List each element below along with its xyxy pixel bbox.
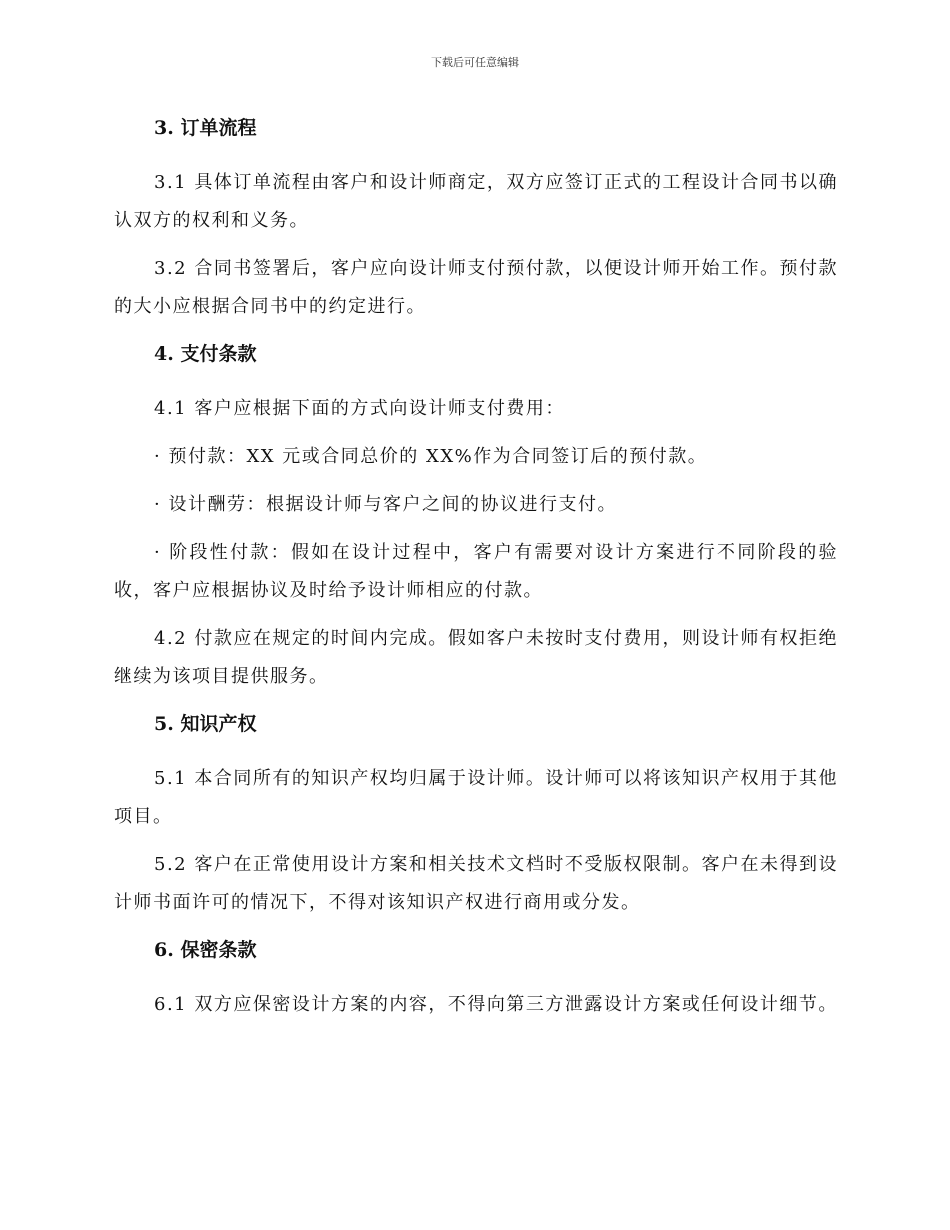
section-heading: 5. 知识产权 (154, 713, 257, 735)
page-header: 下载后可任意编辑 (431, 56, 519, 69)
paragraph: 3.2 合同书签署后，客户应向设计师支付预付款，以便设计师开始工作。预付款的大小应根据合同书中的约定进行。 (114, 258, 838, 317)
paragraph: 5.1 本合同所有的知识产权均归属于设计师。设计师可以将该知识产权用于其他项目。 (114, 768, 838, 827)
paragraph: 5.2 客户在正常使用设计方案和相关技术文档时不受版权限制。客户在未得到设计师书面许可的情况下，不得对该知识产权进行商用或分发。 (114, 854, 838, 913)
bullet-item: · 预付款：XX 元或合同总价的 XX%作为合同签订后的预付款。 (154, 446, 708, 467)
document-body (114, 110, 838, 1034)
paragraph: 4.2 付款应在规定的时间内完成。假如客户未按时支付费用，则设计师有权拒绝继续为该项目提供服务。 (114, 628, 838, 687)
paragraph: 6.1 双方应保密设计方案的内容，不得向第三方泄露设计方案或任何设计细节。 (154, 994, 838, 1015)
paragraph: 3.1 具体订单流程由客户和设计师商定，双方应签订正式的工程设计合同书以确认双方的权利和义务。 (114, 172, 838, 231)
section-heading: 4. 支付条款 (154, 343, 257, 365)
section-heading: 6. 保密条款 (154, 939, 257, 961)
bullet-item: · 设计酬劳：根据设计师与客户之间的协议进行支付。 (154, 494, 617, 515)
section-heading: 3. 订单流程 (154, 117, 257, 139)
bullet-item: · 阶段性付款：假如在设计过程中，客户有需要对设计方案进行不同阶段的验收，客户应根据协议及时给予设计师相应的付款。 (114, 542, 838, 601)
paragraph: 4.1 客户应根据下面的方式向设计师支付费用： (154, 398, 565, 419)
